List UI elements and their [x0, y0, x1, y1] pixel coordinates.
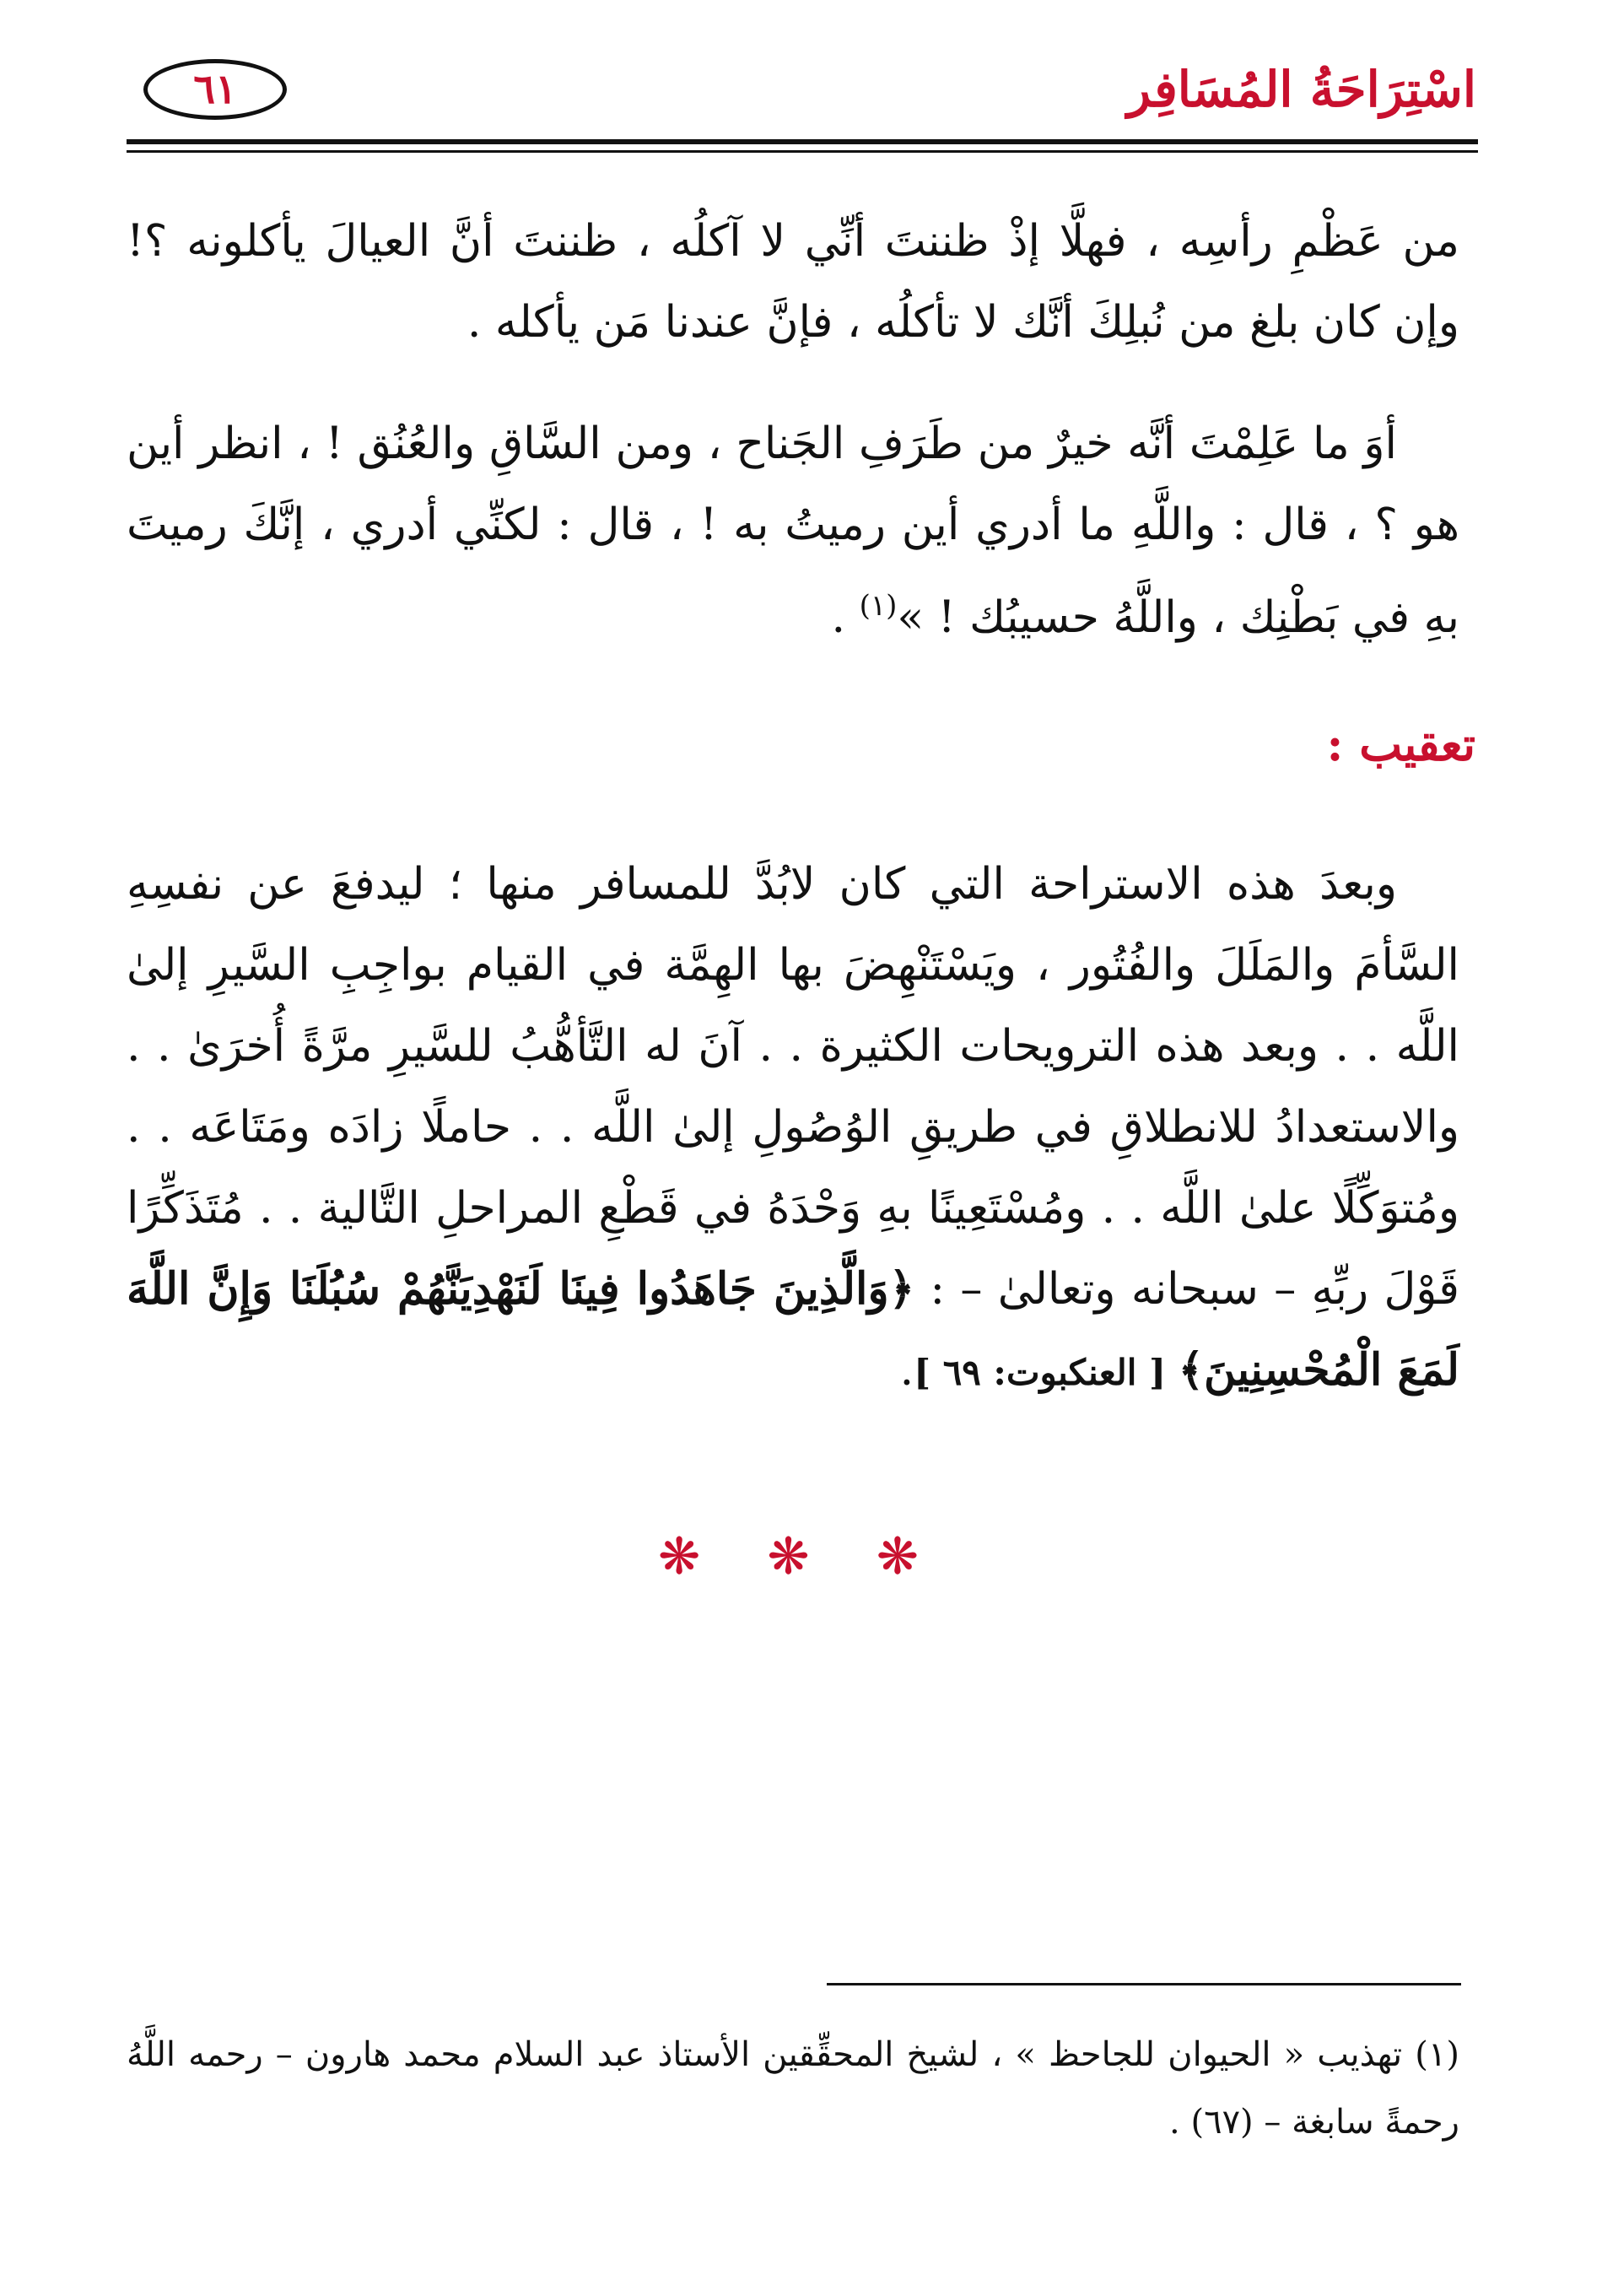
paragraph-3-end: .: [899, 1345, 914, 1396]
paragraph-3-text: وبعدَ هذه الاستراحة التي كان لابُدَّ للمسافر منها ؛ ليدفعَ عن نفسِهِ السَّأمَ والمَلَلَ والفُتُور ، ويَسْتَنْهِضَ بها الهِمَّة في القيام بواجِبِ السَّيرِ إلىٰ اللَّه . . وبعد هذه الترويحات الكثيرة . . آنَ له التَّأهُّبُ للسَّيرِ مرَّةً أُخرَىٰ . . والاستعدادُ للانطلاقِ في طريقِ الوُصُولِ إلىٰ اللَّه . . حاملًا زادَه ومَتَاعَه . . ومُتوَكِّلًا علىٰ اللَّه . . ومُسْتَعِينًا بهِ وَحْدَهُ في قَطْعِ المراحلِ التَّالية . . مُتَذَكِّرًا قَوْلَ ربِّهِ – سبحانه وتعالىٰ – :: [127, 859, 1459, 1315]
header-rule-thick: [127, 139, 1478, 144]
page-header: [127, 52, 1476, 145]
paragraph-1: من عَظْمِ رأسِه ، فهلَّا إذْ ظننتَ أنِّي لا آكلُه ، ظننتَ أنَّ العيالَ يأكلونه ؟! وإن كان بلغ من نُبلِكَ أنَّك لا تأكلُه ، فإنَّ عندنا مَن يأكله .: [127, 216, 1459, 348]
footnote-rule: [827, 1983, 1461, 1985]
paragraph-2-end: .: [831, 592, 860, 643]
paragraph-2-text: أوَ ما عَلِمْتَ أنَّه خيرٌ من طَرَفِ الجَناح ، ومن السَّاقِ والعُنُق ! ، انظر أين هو ؟ ، قال : واللَّهِ ما أدري أين رميتُ به ! ، قال : لكنِّي أدري ، إنَّكَ رميتَ بهِ في بَطْنِك ، واللَّهُ حسيبُك ! »: [127, 419, 1459, 643]
section-separator-stars: ❋ ❋ ❋: [658, 1527, 944, 1586]
footnote-marker: (١): [859, 589, 898, 623]
section-heading: تعقيب :: [1326, 717, 1475, 771]
quran-reference: [ العنكبوت: ٦٩ ]: [914, 1352, 1179, 1393]
footnote: (١) تهذيب « الحيوان للجاحظ » ، لشيخ المحقِّقين الأستاذ عبد السلام محمد هارون – رحمه اللَّهُ رحمةً سابغة – (٦٧) .: [127, 2035, 1459, 2142]
book-title: اسْتِرَاحَةُ المُسَافِر: [1127, 61, 1476, 118]
page-number: ٦١: [143, 59, 287, 120]
quran-verse: ﴿وَالَّذِينَ جَاهَدُوا فِينَا لَنَهْدِيَنَّهُمْ سُبُلَنَا وَإِنَّ اللَّهَ لَمَعَ الْمُحْسِنِينَ﴾: [127, 1263, 1459, 1396]
paragraph-3: [127, 844, 1459, 1413]
paragraph-2: [127, 403, 1459, 658]
header-rule-thin: [127, 150, 1478, 153]
